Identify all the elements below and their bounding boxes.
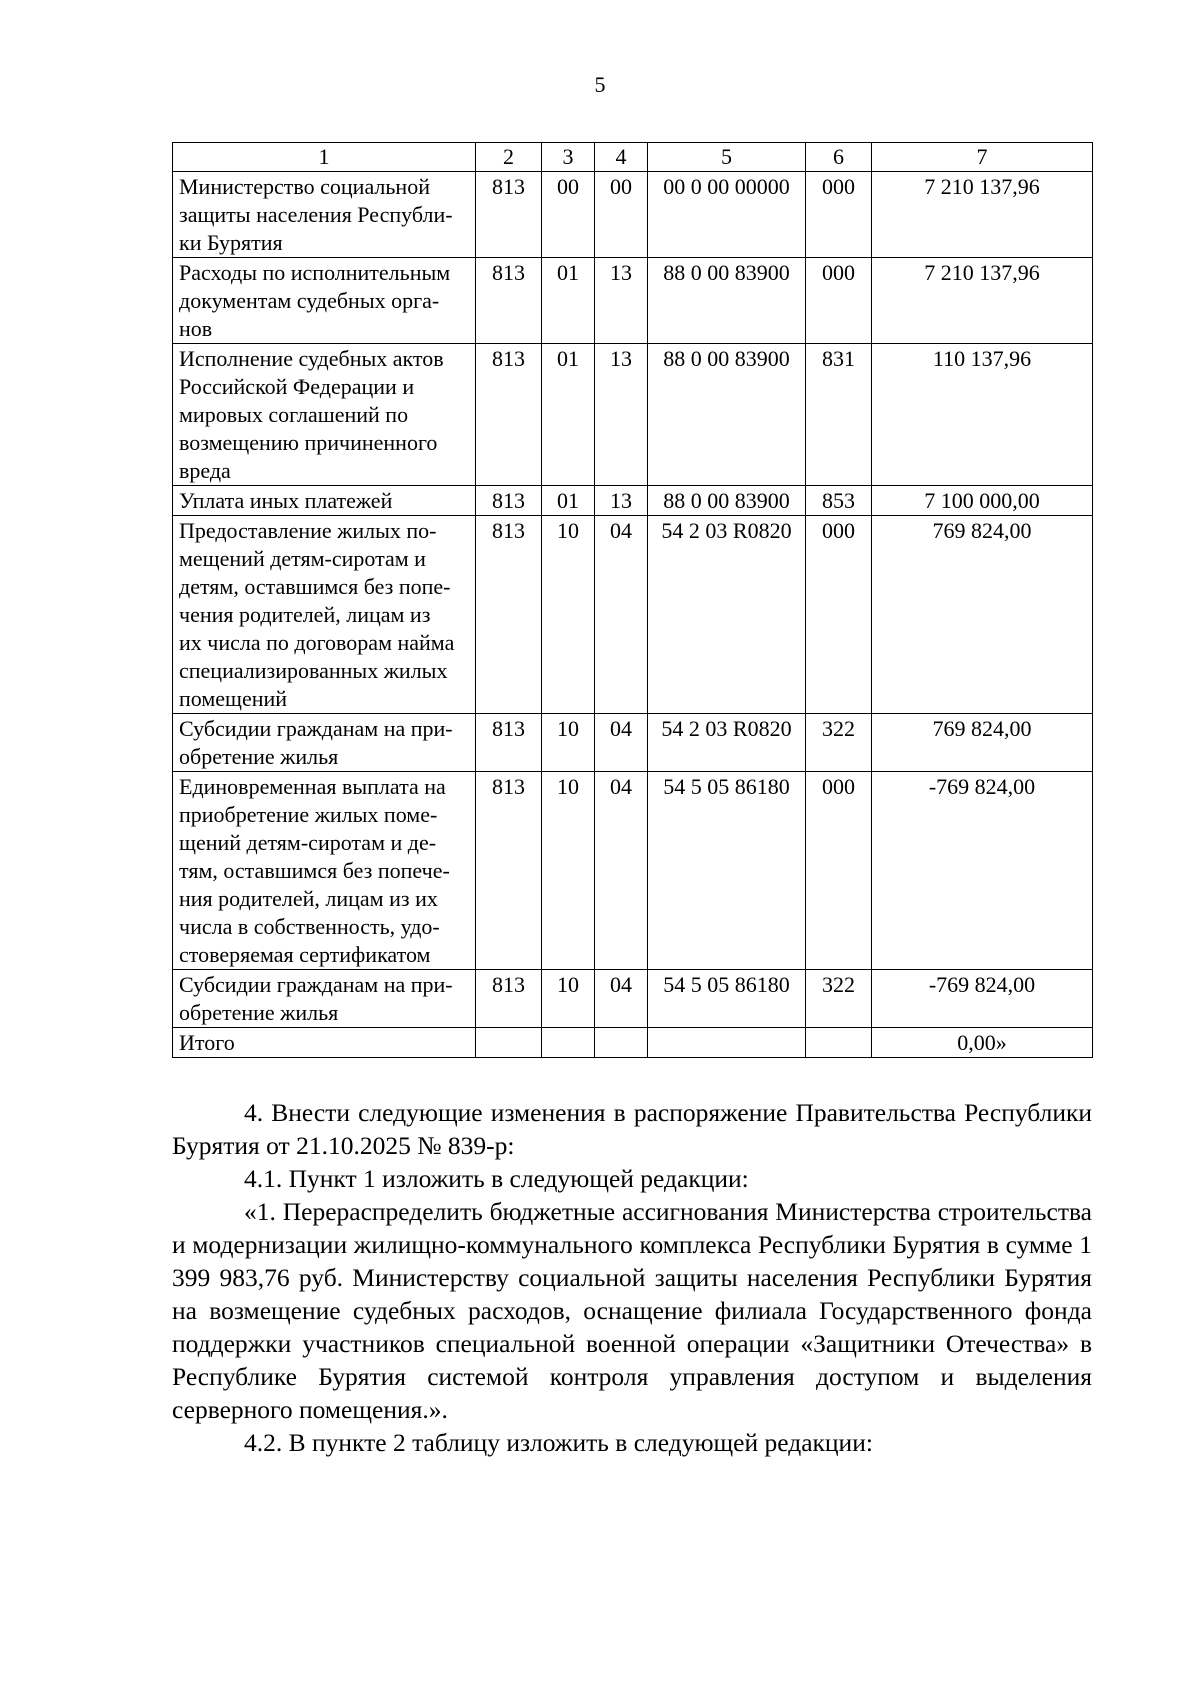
table-row: [173, 970, 1093, 1028]
header-cell: 4: [595, 143, 648, 172]
target-article-code-cell: 54 5 05 86180: [648, 970, 806, 1028]
budget-table: [172, 142, 1093, 1058]
target-article-code-cell: [648, 1028, 806, 1058]
amount-cell: -769 824,00: [872, 772, 1093, 970]
subsection-code-cell: 13: [595, 486, 648, 516]
expense-type-code-cell: 831: [806, 344, 872, 486]
target-article-code-cell: 88 0 00 83900: [648, 344, 806, 486]
budget-item-name-cell: Субсидии гражданам на при- обретение жилья: [173, 714, 476, 772]
ministry-code-cell: 813: [476, 714, 542, 772]
section-code-cell: [542, 1028, 595, 1058]
section-code-cell: 00: [542, 172, 595, 258]
header-cell: 3: [542, 143, 595, 172]
target-article-code-cell: 00 0 00 00000: [648, 172, 806, 258]
subsection-code-cell: 13: [595, 344, 648, 486]
target-article-code-cell: 54 2 03 R0820: [648, 714, 806, 772]
paragraph: «1. Перераспределить бюджетные ассигнования Министерства строительства и модернизации жилищно-коммунального комплекса Республики Бурятия в сумме 1 399 983,76 руб. Министерству социальной защиты населения Республики Бурятия на возмещение судебных расходов, оснащение филиала Государственного фонда поддержки участников специальной военной операции «Защитники Отечества» в Республике Бурятия системой контроля управления доступом и выделения серверного помещения.».: [172, 1197, 1092, 1424]
section-code-cell: 10: [542, 772, 595, 970]
table-row: [173, 1028, 1093, 1058]
amount-cell: 7 100 000,00: [872, 486, 1093, 516]
ministry-code-cell: [476, 1028, 542, 1058]
amount-cell: 110 137,96: [872, 344, 1093, 486]
amount-cell: 7 210 137,96: [872, 258, 1093, 344]
ministry-code-cell: 813: [476, 172, 542, 258]
table-row: [173, 258, 1093, 344]
expense-type-code-cell: 322: [806, 970, 872, 1028]
paragraph: 4.2. В пункте 2 таблицу изложить в следующей редакции:: [244, 1428, 873, 1457]
ministry-code-cell: 813: [476, 344, 542, 486]
table-body: [173, 172, 1093, 1058]
ministry-code-cell: 813: [476, 516, 542, 714]
header-cell: 5: [648, 143, 806, 172]
expense-type-code-cell: 000: [806, 172, 872, 258]
table-row: [173, 172, 1093, 258]
budget-item-name-cell: Расходы по исполнительным документам судебных орга- нов: [173, 258, 476, 344]
table-row: [173, 516, 1093, 714]
target-article-code-cell: 88 0 00 83900: [648, 486, 806, 516]
table-row: [173, 772, 1093, 970]
amount-cell: 7 210 137,96: [872, 172, 1093, 258]
budget-item-name-cell: Субсидии гражданам на при- обретение жилья: [173, 970, 476, 1028]
header-cell: 1: [173, 143, 476, 172]
expense-type-code-cell: 322: [806, 714, 872, 772]
ministry-code-cell: 813: [476, 258, 542, 344]
table-row: [173, 714, 1093, 772]
target-article-code-cell: 54 2 03 R0820: [648, 516, 806, 714]
section-code-cell: 10: [542, 970, 595, 1028]
subsection-code-cell: 13: [595, 258, 648, 344]
section-code-cell: 01: [542, 344, 595, 486]
page-number: 5: [594, 72, 606, 97]
body-text: [172, 1096, 1092, 1459]
ministry-code-cell: 813: [476, 486, 542, 516]
section-code-cell: 01: [542, 486, 595, 516]
table-header-row: [173, 143, 1093, 172]
ministry-code-cell: 813: [476, 772, 542, 970]
paragraph: 4. Внести следующие изменения в распоряжение Правительства Республики Бурятия от 21.10.2025 № 839-р:: [172, 1098, 1092, 1160]
paragraph: 4.1. Пункт 1 изложить в следующей редакции:: [244, 1164, 749, 1193]
amount-cell: 0,00»: [872, 1028, 1093, 1058]
amount-cell: 769 824,00: [872, 516, 1093, 714]
expense-type-code-cell: 000: [806, 258, 872, 344]
expense-type-code-cell: 853: [806, 486, 872, 516]
amount-cell: -769 824,00: [872, 970, 1093, 1028]
header-cell: 6: [806, 143, 872, 172]
subsection-code-cell: 00: [595, 172, 648, 258]
budget-item-name-cell: Единовременная выплата на приобретение жилых поме- щений детям-сиротам и де- тям, оставшимся без попече- ния родителей, лицам из их числа в собственность, удо- стоверяемая сертификатом: [173, 772, 476, 970]
expense-type-code-cell: 000: [806, 516, 872, 714]
subsection-code-cell: 04: [595, 970, 648, 1028]
budget-item-name-cell: Предоставление жилых по- мещений детям-сиротам и детям, оставшимся без попе- чения родителей, лицам из их числа по договорам найма специализированных жилых помещений: [173, 516, 476, 714]
budget-item-name-cell: Уплата иных платежей: [173, 486, 476, 516]
section-code-cell: 01: [542, 258, 595, 344]
budget-item-name-cell: Исполнение судебных актов Российской Федерации и мировых соглашений по возмещению причиненного вреда: [173, 344, 476, 486]
subsection-code-cell: 04: [595, 714, 648, 772]
target-article-code-cell: 88 0 00 83900: [648, 258, 806, 344]
subsection-code-cell: [595, 1028, 648, 1058]
subsection-code-cell: 04: [595, 516, 648, 714]
header-cell: 2: [476, 143, 542, 172]
header-cell: 7: [872, 143, 1093, 172]
budget-item-name-cell: Министерство социальной защиты населения Республи- ки Бурятия: [173, 172, 476, 258]
table-row: [173, 344, 1093, 486]
section-code-cell: 10: [542, 516, 595, 714]
expense-type-code-cell: [806, 1028, 872, 1058]
target-article-code-cell: 54 5 05 86180: [648, 772, 806, 970]
subsection-code-cell: 04: [595, 772, 648, 970]
ministry-code-cell: 813: [476, 970, 542, 1028]
expense-type-code-cell: 000: [806, 772, 872, 970]
section-code-cell: 10: [542, 714, 595, 772]
amount-cell: 769 824,00: [872, 714, 1093, 772]
table-row: [173, 486, 1093, 516]
budget-item-name-cell: Итого: [173, 1028, 476, 1058]
